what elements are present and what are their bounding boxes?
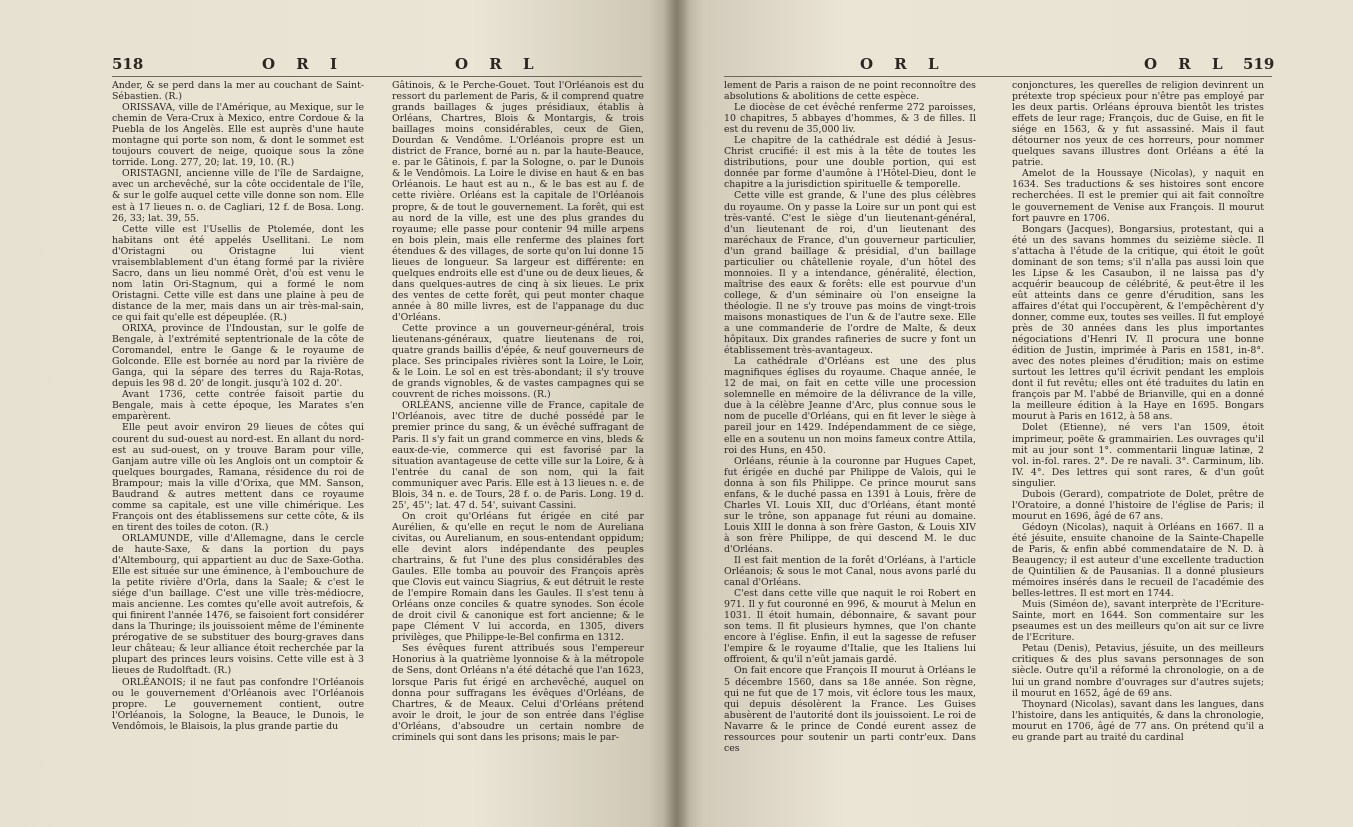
paragraph: Gâtinois, & le Perche-Gouet. Tout l'Orléanois est du ressort du parlement de Paris, & il comprend quatre grands baillages & juges présidiaux, établis à Orléans, Chartres, Blois & Montargis, & trois baillages moins considérables, ceux de Gien, Dourdan & Vendôme. L'Orléanois propre est un district de France, borné au n. par la haute-Beauce, e. par le Gâtinois, f. par la Sologne, o. par le Dunois & le Vendômois. La Loire le divise en haut & en bas Orléanois. Le haut est au n., & le bas est au f. de cette rivière. Orléans est la capitale de l'Orléanois propre, & de tout le gouvernement. La forêt, qui est au nord de la ville, est une des plus grandes du royaume; elle passe pour contenir 94 mille arpens en bois plein, mais elle renferme des plaines fort étendues & des villages, de sorte qu'on lui donne 15 lieues de longueur. Sa largeur est différente: en quelques endroits elle est d'une ou de deux lieues, & dans quelques-autres de cinq à six lieues. Le prix des ventes de cette forêt, qui peut monter chaque année à 80 mille livres, est de l'appanage du duc d'Orléans. — [392, 80, 644, 323]
paragraph: C'est dans cette ville que naquit le roi Robert en 971. Il y fut couronné en 996, & mourut à Melun en 1031. Il étoit humain, débonnaire, & savant pour son tems. Il fit plusieurs hymnes, que l'on chante encore à l'église. Enfin, il eut la sagesse de refuser l'empire & le royaume d'Italie, que les Italiens lui offroient, & qu'il n'eût jamais gardé. — [724, 588, 976, 666]
paragraph: On croit qu'Orléans fut érigée en cité par Aurélien, & qu'elle en reçut le nom de Aureliana civitas, ou Aurelianum, en sous-entendant oppidum; elle devint alors indépendante des peuples chartrains, & fut l'une des plus considérables des Gaules. Elle tomba au pouvoir des François après que Clovis eut vaincu Siagrius, & eut détruit le reste de l'empire Romain dans les Gaules. Il s'est tenu à Orléans onze conciles & quatre synodes. Son école de droit civil & canonique est fort ancienne; & le pape Clément V lui accorda, en 1305, divers privilèges, que Philippe-le-Bel confirma en 1312. — [392, 510, 644, 644]
paragraph: Thoynard (Nicolas), savant dans les langues, dans l'histoire, dans les antiquités, & dans la chronologie, mourut en 1706, âgé de 77 ans. On prétend qu'il a eu grande part au traité du cardinal — [1012, 698, 1264, 743]
running-head: O R L — [860, 55, 947, 73]
paragraph: ORISSAVA, ville de l'Amérique, au Mexique, sur le chemin de Vera-Crux à Mexico, entre Cordoue & la Puebla de los Angelès. Elle est auprès d'une haute montagne qui porte son nom, & dont le sommet est toujours couvert de neige, quoique sous la zône torride. Long. 277, 20; lat. 19, 10. (R.) — [112, 102, 364, 169]
paragraph: Amelot de la Houssaye (Nicolas), y naquit en 1634. Ses traductions & ses histoires sont encore recherchées. Il est le premier qui ait fait connoître le gouvernement de Venise aux François. Il mourut fort pauvre en 1706. — [1012, 168, 1264, 224]
paragraph: Bongars (Jacques), Bongarsius, protestant, qui a été un des savans hommes du seizième siècle. Il s'attacha à l'étude de la critique, qui étoit le goût dominant de son tems; s'il n'alla pas aussi loin que les Lipse & les Casaubon, il ne laissa pas d'y acquérir beaucoup de célébrité, & peut-être il les eût atteints dans ce genre d'érudition, sans les affaires d'état qui l'occupèrent, & l'empêchèrent d'y donner, comme eux, toutes ses veilles. Il fut employé près de 30 années dans les plus importantes négociations d'Henri IV. Il procura une bonne édition de Justin, imprimée à Paris en 1581, in-8°. avec des notes pleines d'érudition; mais on estime surtout les lettres qu'il écrivit pendant les emplois dont il fut revêtu; elles ont été traduites du latin en françois par M. l'abbé de Brianville, qui en a donné la meilleure édition à la Haye en 1695. Bongars mourut à Paris en 1612, à 58 ans. — [1012, 223, 1264, 423]
paragraph: Avant 1736, cette contrée faisoit partie du Bengale, mais à cette époque, les Marates s'en emparèrent. — [112, 389, 364, 423]
paragraph: On fait encore que François II mourut à Orléans le 5 décembre 1560, dans sa 18e année. Son règne, qui ne fut que de 17 mois, vit éclore tous les maux, qui depuis désolèrent la France. Les Guises abusèrent de l'autorité dont ils jouissoient. Le roi de Navarre & le prince de Condé eurent assez de ressources pour soutenir un parti contr'eux. Dans ces — [724, 665, 976, 754]
paragraph: Orléans, réunie à la couronne par Hugues Capet, fut érigée en duché par Philippe de Valois, qui le donna à son fils Philippe. Ce prince mourut sans enfans, & le duché passa en 1391 à Louis, frère de Charles VI. Louis XII, duc d'Orléans, étant monté sur le trône, son appanage fut réuni au domaine. Louis XIII le donna à son frère Gaston, & Louis XIV à son frère Philippe, de qui descend M. le duc d'Orléans. — [724, 455, 976, 555]
paragraph: ORLÉANOIS; il ne faut pas confondre l'Orléanois ou le gouvernement d'Orléanois avec l'Orléanois propre. Le gouvernement contient, outre l'Orléanois, la Sologne, la Beauce, le Dunois, le Vendômois, le Blaisois, la plus grande partie du — [112, 676, 364, 732]
paragraph: Il est fait mention de la forêt d'Orléans, à l'article Orléanois; & sous le mot Canal, nous avons parlé du canal d'Orléans. — [724, 555, 976, 589]
paragraph: Ander, & se perd dans la mer au couchant de Saint-Sébastien. (R.) — [112, 80, 364, 103]
paragraph: conjonctures, les querelles de religion devinrent un prétexte trop spécieux pour n'être pas employé par les deux partis. Orléans éprouva bientôt les tristes effets de leur rage; François, duc de Guise, en fit le siége en 1563, & y fut assassiné. Mais il faut détourner nos yeux de ces horreurs, pour nommer quelques savans illustres dont Orléans a été la patrie. — [1012, 80, 1264, 169]
paragraph: Le chapitre de la cathédrale est dédié à Jesus-Christ crucifié: il est mis à la tête de toutes les distributions, pour une double portion, qui est donnée par forme d'aumône à l'Hôtel-Dieu, dont le chapitre a la jurisdiction spirituelle & temporelle. — [724, 135, 976, 191]
running-head: O R L — [455, 55, 542, 73]
paragraph: ORLÉANS, ancienne ville de France, capitale de l'Orléanois, avec titre de duché possédé par le premier prince du sang, & un évêché suffragant de Paris. Il s'y fait un grand commerce en vins, bleds & eaux-de-vie, commerce qui est favorisé par la situation avantageuse de cette ville sur la Loire, & à l'entrée du canal de son nom, qui la fait communiquer avec Paris. Elle est à 13 lieues n. e. de Blois, 34 n. e. de Tours, 28 f. o. de Paris. Long. 19 d. 25', 45''; lat. 47 d. 54', suivant Cassini. — [392, 400, 644, 511]
paragraph: Le diocèse de cet évêché renferme 272 paroisses, 10 chapitres, 5 abbayes d'hommes, & 3 de filles. Il est du revenu de 35,000 liv. — [724, 102, 976, 136]
paragraph: ORIXA, province de l'Indoustan, sur le golfe de Bengale, à l'extrémité septentrionale de la côte de Coromandel, entre le Gange & le royaume de Golconde. Elle est bornée au nord par la rivière de Ganga, qui la sépare des terres du Raja-Rotas, depuis les 98 d. 20' de longit. jusqu'à 102 d. 20'. — [112, 323, 364, 390]
right-page — [676, 0, 1353, 827]
paragraph: Ses évêques furent attribués sous l'empereur Honorius à la quatrième lyonnoise & à la métropole de Sens, dont Orléans n'a été détaché que l'an 1623, lorsque Paris fut érigé en archevêché, auquel on donna pour suffragans les évêques d'Orléans, de Chartres, & de Meaux. Celui d'Orléans prétend avoir le droit, le jour de son entrée dans l'église d'Orléans, d'absoudre un certain nombre de criminels qui sont dans les prisons; mais le par- — [392, 643, 644, 743]
text-column — [724, 80, 976, 825]
running-head: O R L — [1144, 55, 1231, 73]
paragraph: Cette ville est l'Usellis de Ptolemée, dont les habitans ont été appelés Usellitani. Le nom d'Oristagni ou Oristagne lui vient vraisemblablement d'un étang formé par la rivière Sacro, dans un lieu nommé Orèt, d'où est venu le nom latin Ori-Stagnum, qui a formé le nom Oristagni. Cette ville est dans une plaine à peu de distance de la mer, mais dans un air très-mal-sain, ce qui fait qu'elle est dépeuplée. (R.) — [112, 223, 364, 323]
book-gutter — [664, 0, 690, 827]
paragraph: Cette ville est grande, & l'une des plus célèbres du royaume. On y passe la Loire sur un pont qui est très-vanté. C'est le siège d'un lieutenant-général, d'un lieutenant de roi, d'un lieutenant des maréchaux de France, d'un gouverneur particulier, d'un grand baillage & présidial, d'un baillage particulier ou châtellenie royale, d'un hôtel des monnoies. Il y a intendance, généralité, élection, maîtrise des eaux & forêts: elle est pourvue d'un college, & d'un séminaire où l'on enseigne la théologie. Il ne s'y trouve pas moins de vingt-trois maisons monastiques de l'un & de l'autre sexe. Elle a une commanderie de l'ordre de Malte, & deux hôpitaux. Dix grandes rafineries de sucre y font un établissement très-avantageux. — [724, 190, 976, 357]
paragraph: ORISTAGNI, ancienne ville de l'île de Sardaigne, avec un archevêché, sur la côte occidentale de l'île, & sur le golfe auquel cette ville donne son nom. Elle est à 17 lieues n. o. de Cagliari, 12 f. de Bosa. Long. 26, 33; lat. 39, 55. — [112, 168, 364, 224]
paragraph: Petau (Denis), Petavius, jésuite, un des meilleurs critiques & des plus savans personnages de son siècle. Outre qu'il a réformé la chronologie, on a de lui un grand nombre d'ouvrages sur d'autres sujets; il mourut en 1652, âgé de 69 ans. — [1012, 643, 1264, 699]
paragraph: Cette province a un gouverneur-général, trois lieutenans-généraux, quatre lieutenans de roi, quatre grands baillis d'épée, & neuf gouverneurs de place. Ses principales rivières sont la Loire, le Loir, & le Loin. Le sol en est très-abondant; il s'y trouve de grands vignobles, & de vastes campagnes qui se couvrent de riches moissons. (R.) — [392, 323, 644, 401]
paragraph: La cathédrale d'Orléans est une des plus magnifiques églises du royaume. Chaque année, le 12 de mai, on fait en cette ville une procession solemnelle en mémoire de la délivrance de la ville, due à la célèbre Jeanne d'Arc, plus connue sous le nom de pucelle d'Orléans, qui en fit lever le siège à pareil jour en 1429. Indépendamment de ce siège, elle en a soutenu un non moins fameux contre Attila, roi des Huns, en 450. — [724, 356, 976, 456]
paragraph: Dubois (Gerard), compatriote de Dolet, prêtre de l'Oratoire, a donné l'histoire de l'église de Paris; il mourut en 1696, âgé de 67 ans. — [1012, 488, 1264, 522]
text-column — [1012, 80, 1264, 825]
header-rule — [112, 76, 642, 77]
paragraph: ORLAMUNDE, ville d'Allemagne, dans le cercle de haute-Saxe, & dans la portion du pays d'Altembourg, qui appartient au duc de Saxe-Gotha. Elle est située sur une éminence, à l'embouchure de la petite rivière d'Orla, dans la Saale; & c'est le siége d'un baillage. C'est une ville très-médiocre, mais ancienne. Les comtes qu'elle avoit autrefois, & qui finirent l'année 1476, se faisoient fort considérer dans la Thuringe; ils jouissoient même de l'éminente prérogative de se substituer des bourg-graves dans leur château; & leur alliance étoit recherchée par la plupart des princes leurs voisins. Cette ville est à 3 lieues de Rudolftadt. (R.) — [112, 532, 364, 677]
left-page — [0, 0, 676, 827]
text-column — [112, 80, 364, 825]
paragraph: lement de Paris a raison de ne point reconnoître des absolutions & abolitions de cette espèce. — [724, 80, 976, 103]
running-head: O R I — [262, 55, 345, 73]
paragraph: Dolet (Etienne), né vers l'an 1509, étoit imprimeur, poëte & grammairien. Les ouvrages qu'il mit au jour sont 1°. commentarii linguæ latinæ, 2 vol. in-fol. rares. 2°. De re navali. 3°. Carminum, lib. IV. 4°. Des lettres qui sont rares, & d'un goût singulier. — [1012, 422, 1264, 489]
page-number: 518 — [112, 55, 144, 73]
paragraph: Muis (Siméon de), savant interprète de l'Ecriture-Sainte, mort en 1644. Son commentaire sur les pseaumes est un des meilleurs qu'on ait sur ce livre de l'Ecriture. — [1012, 599, 1264, 644]
header-rule — [724, 76, 1272, 77]
page-number: 519 — [1243, 55, 1275, 73]
paragraph: Gédoyn (Nicolas), naquit à Orléans en 1667. Il a été jésuite, ensuite chanoine de la Sainte-Chapelle de Paris, & enfin abbé commendataire de N. D. à Beaugency; il est auteur d'une excellente traduction de Quintilien & de Pausanias. Il a donné plusieurs mémoires insérés dans le recueil de l'académie des belles-lettres. Il est mort en 1744. — [1012, 521, 1264, 600]
paragraph: Elle peut avoir environ 29 lieues de côtes qui courent du sud-ouest au nord-est. En allant du nord-est au sud-ouest, on y trouve Baram pour ville, Ganjam autre ville où les Anglois ont un comptoir & quelques bourgades, Ramana, résidence du roi de Brampour; mais la ville d'Orixa, que MM. Sanson, Baudrand & autres mettent dans ce royaume comme sa capitale, est une ville chimérique. Les François ont des établissemens sur cette côte, & ils en tirent des toiles de coton. (R.) — [112, 422, 364, 533]
text-column — [392, 80, 644, 825]
